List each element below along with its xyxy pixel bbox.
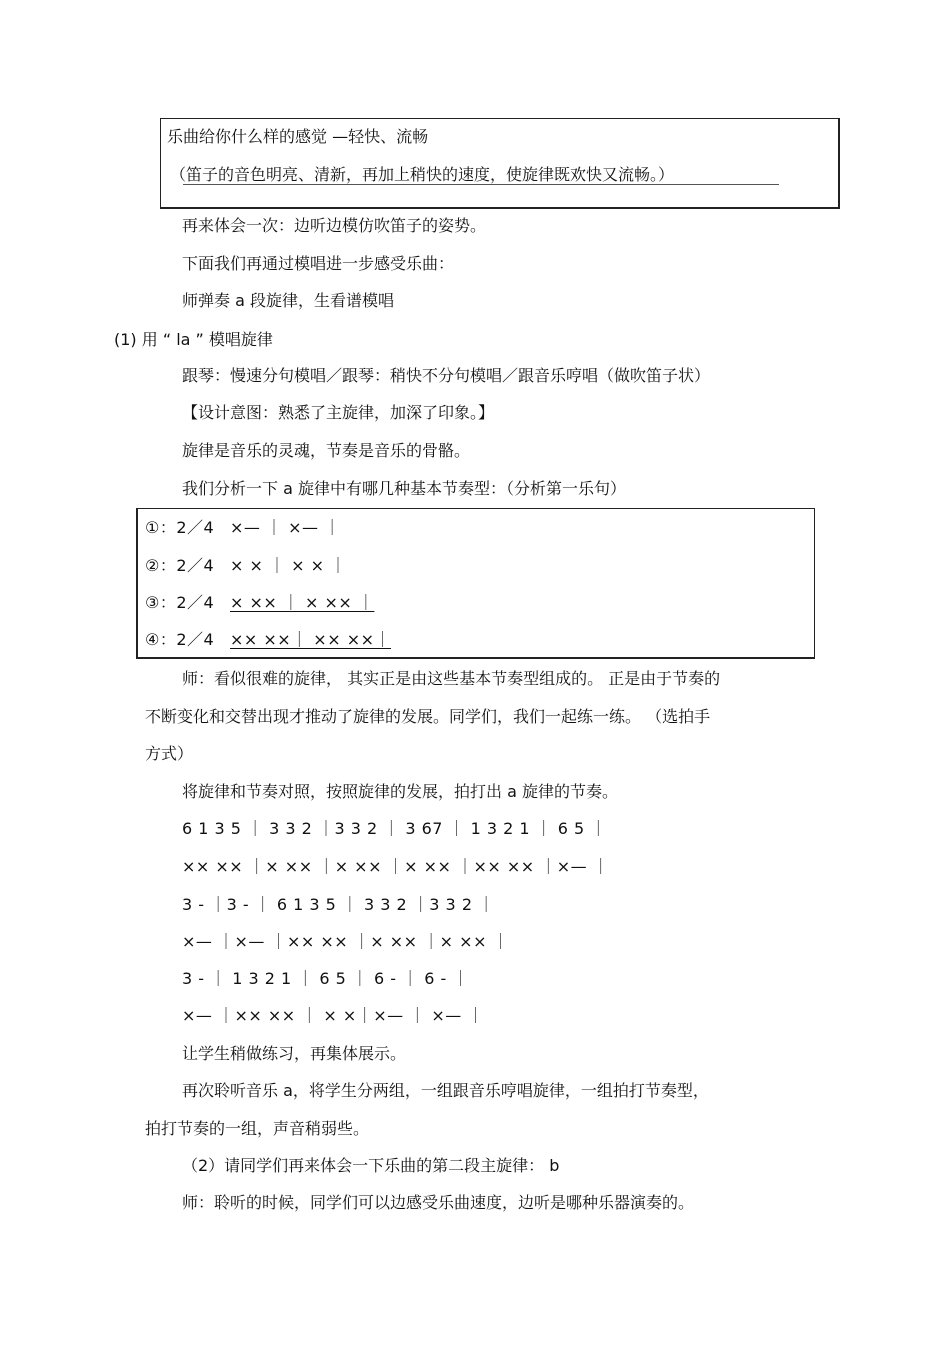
paragraph: 将旋律和节奏对照，按照旋律的发展，拍打出 a 旋律的节奏。: [182, 782, 618, 801]
rhythm-pattern: ×× ××｜ ×× ××｜: [230, 630, 392, 649]
feeling-question: 乐曲给你什么样的感觉 —轻快、流畅: [167, 127, 429, 146]
paragraph: 跟琴：慢速分句模唱／跟琴：稍快不分句模唱／跟音乐哼唱（做吹笛子状）: [182, 366, 711, 385]
rhythm-label: ④：2／4: [145, 630, 215, 649]
paragraph: 再来体会一次：边听边模仿吹笛子的姿势。: [182, 216, 487, 235]
paragraph: 让学生稍做练习，再集体展示。: [182, 1044, 407, 1063]
rhythm-row: ×— ｜×× ×× ｜ × ×｜×— ｜ ×— ｜: [182, 1006, 484, 1025]
design-intent: 【设计意图：熟悉了主旋律，加深了印象。】: [182, 403, 495, 422]
rhythm-row: ×× ×× ｜× ×× ｜× ×× ｜× ×× ｜×× ×× ｜×— ｜: [182, 857, 610, 876]
paragraph: 旋律是音乐的灵魂，节奏是音乐的骨骼。: [182, 441, 471, 460]
paragraph: 拍打节奏的一组，声音稍弱些。: [145, 1119, 370, 1138]
paragraph: 不断变化和交替出现才推动了旋律的发展。同学们，我们一起练一练。 （选拍手: [145, 707, 711, 726]
paragraph: 下面我们再通过模唱进一步感受乐曲：: [182, 254, 455, 273]
rhythm-row: ×— ｜×— ｜×× ×× ｜× ×× ｜× ×× ｜: [182, 932, 510, 951]
melody-row: 3 - ｜3 - ｜ 6 1 3 5 ｜ 3 3 2 ｜3 3 2 ｜: [182, 895, 495, 914]
paragraph: 方式）: [145, 744, 194, 763]
paragraph: 再次聆听音乐 a，将学生分两组，一组跟音乐哼唱旋律，一组拍打节奏型，: [182, 1081, 709, 1100]
rhythm-label: ③：2／4: [145, 593, 215, 612]
rhythm-label: ②：2／4: [145, 556, 215, 575]
rhythm-pattern: × × ｜ × × ｜: [230, 556, 347, 575]
rhythm-label: ①：2／4: [145, 518, 215, 537]
rhythm-pattern: ×— ｜ ×— ｜: [230, 518, 341, 537]
section-heading: （2）请同学们再来体会一下乐曲的第二段主旋律： b: [182, 1156, 560, 1175]
melody-row: 6 1 3 5 ｜ 3 3 2 ｜3 3 2 ｜ 3 67 ｜ 1 3 2 1 ｜ 6 5 ｜: [182, 819, 607, 838]
paragraph: 师：聆听的时候，同学们可以边感受乐曲速度，边听是哪种乐器演奏的。: [182, 1193, 695, 1212]
paragraph: 我们分析一下 a 旋律中有哪几种基本节奏型：（分析第一乐句）: [182, 479, 626, 498]
paragraph: 师弹奏 a 段旋律，生看谱模唱: [182, 291, 394, 310]
feeling-explanation: （笛子的音色明亮、清新，再加上稍快的速度，使旋律既欢快又流畅。）: [170, 165, 675, 184]
section-heading: (1) 用 “ la ” 模唱旋律: [114, 330, 273, 349]
rhythm-pattern: × ×× ｜ × ×× ｜: [230, 593, 375, 612]
melody-row: 3 - ｜ 1 3 2 1 ｜ 6 5 ｜ 6 - ｜ 6 - ｜: [182, 969, 469, 988]
paragraph: 师：看似很难的旋律， 其实正是由这些基本节奏型组成的。 正是由于节奏的: [182, 669, 721, 688]
